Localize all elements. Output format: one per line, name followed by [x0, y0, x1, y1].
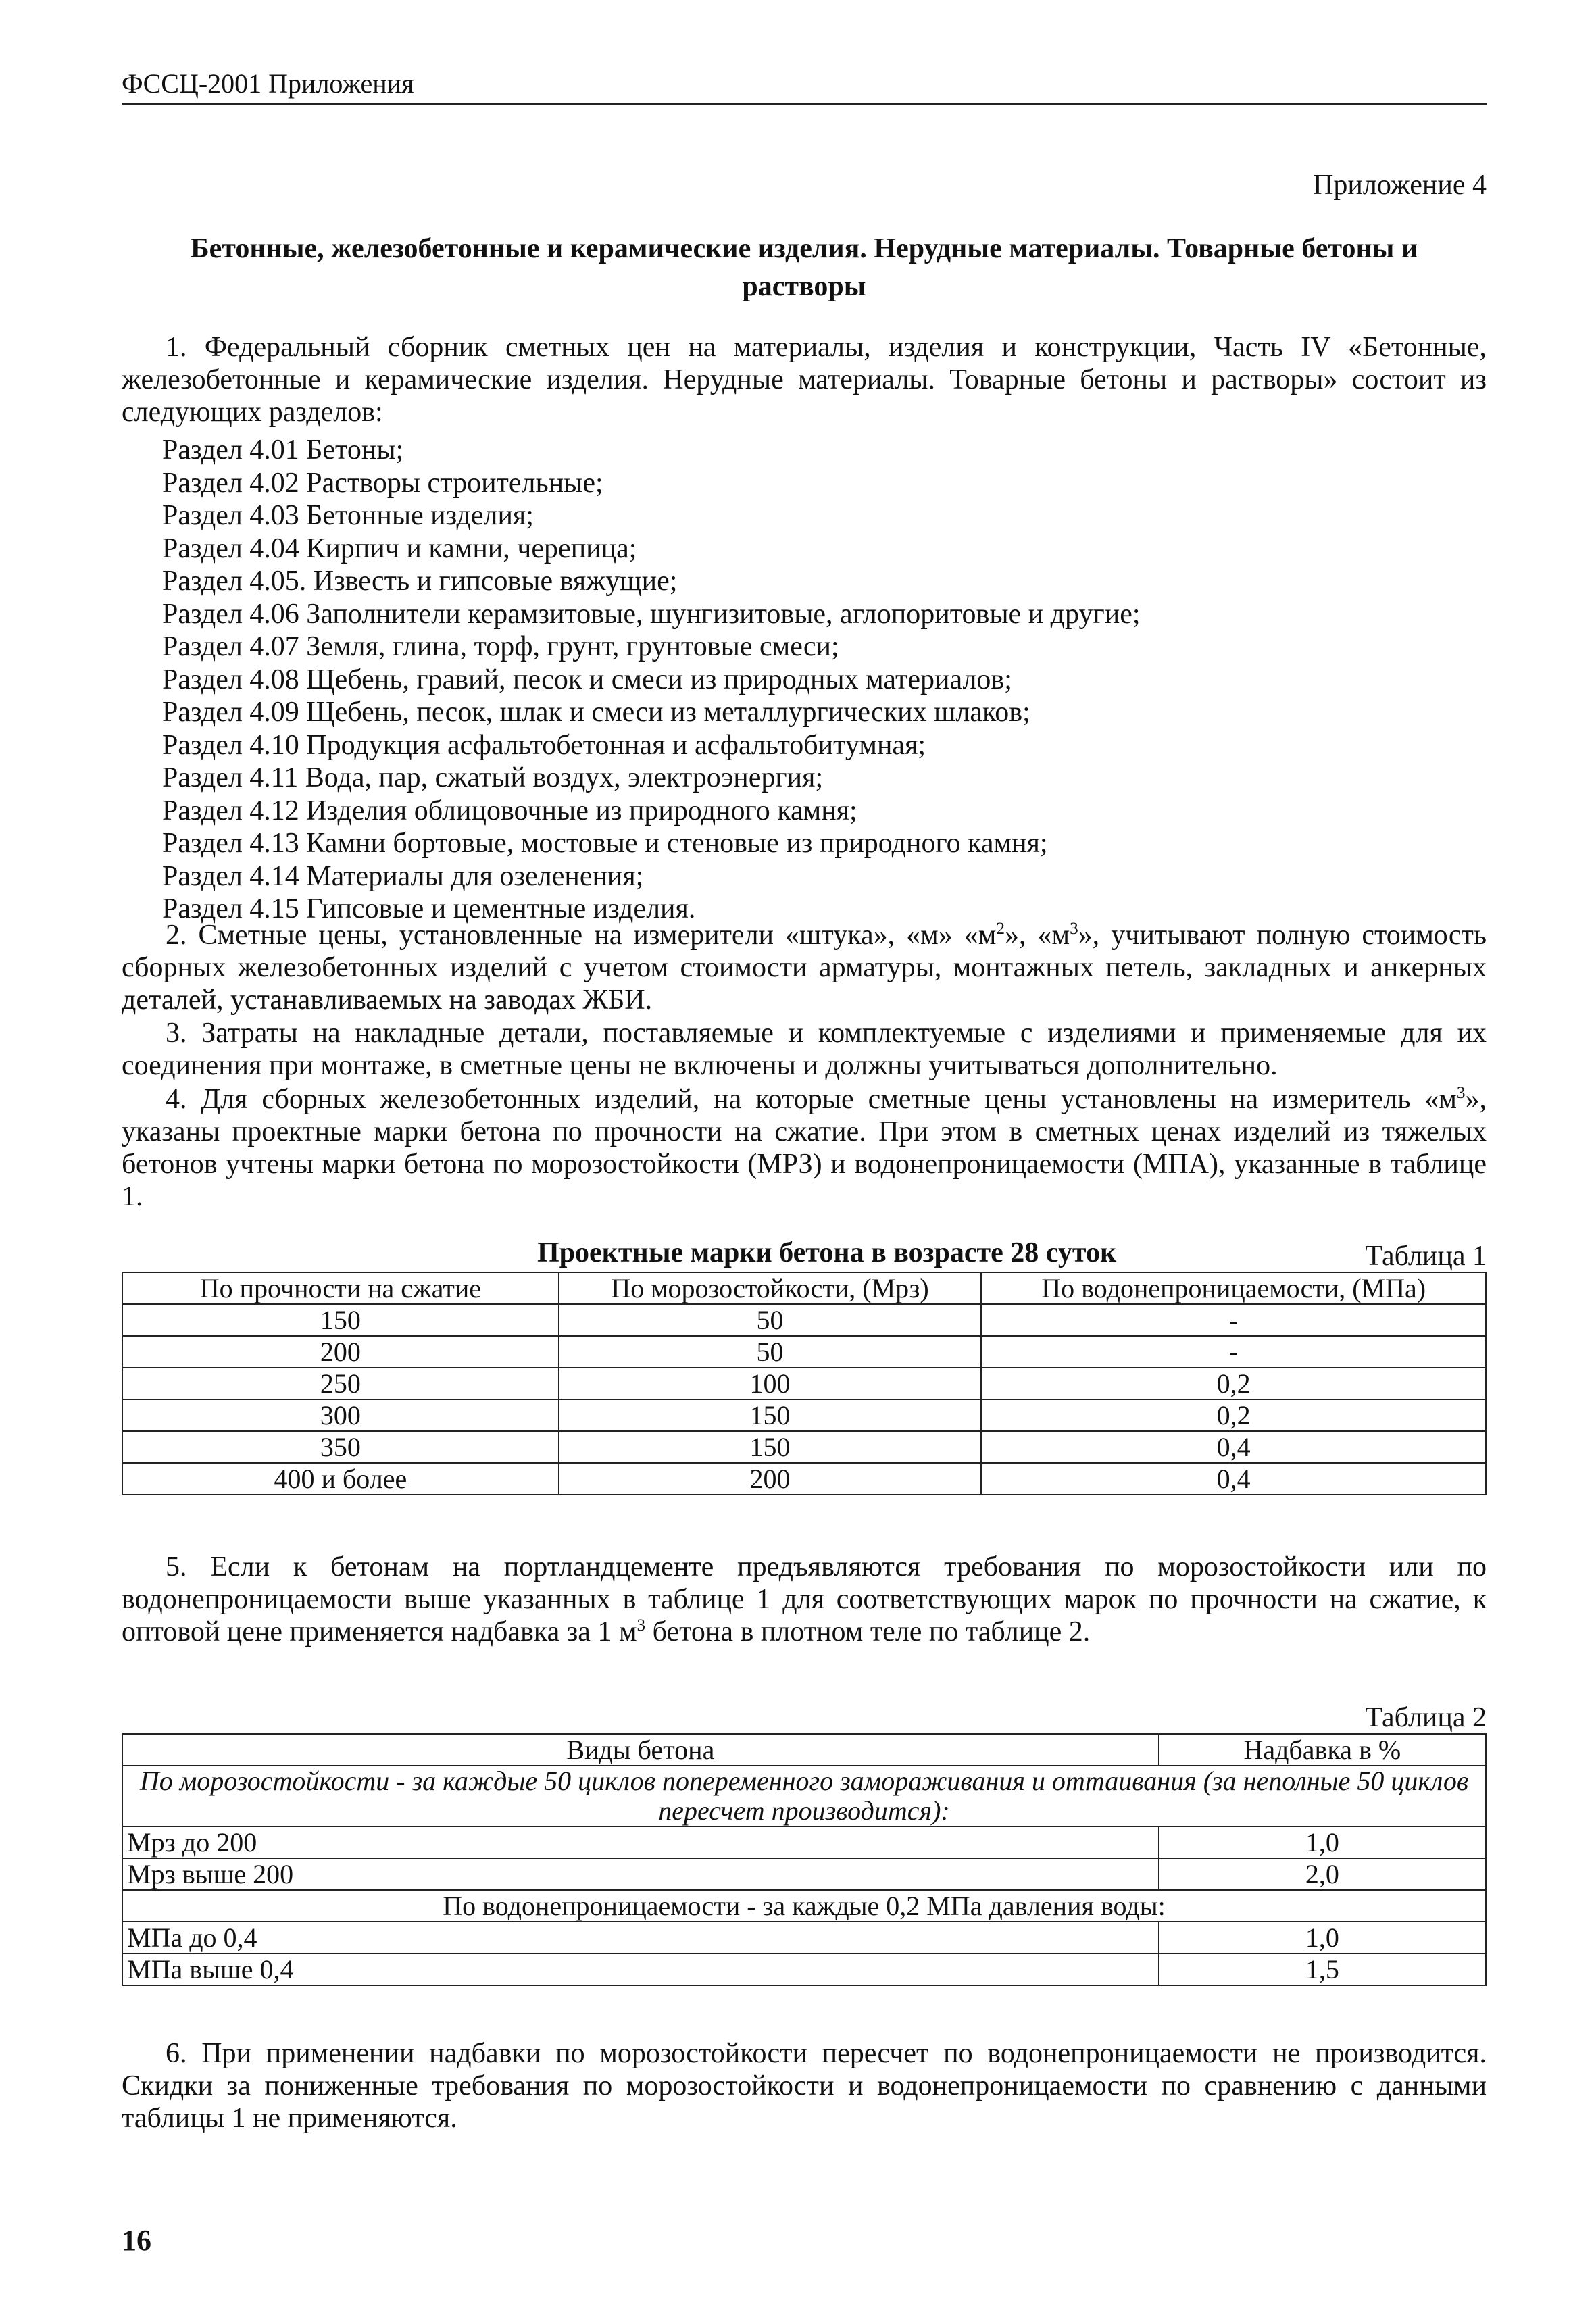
paragraph-1: 1. Федеральный сборник сметных цен на материалы, изделия и конструкции, Часть IV «Бетонные, железобетонные и керамические изделия. Нерудные материалы. Товарные бетоны и растворы» состоит из следующих разделов:	[122, 332, 1487, 428]
section-item: Раздел 4.07 Земля, глина, торф, грунт, грунтовые смеси;	[162, 631, 839, 662]
table-header-cell: По водонепроницаемости, (МПа)	[981, 1272, 1486, 1304]
table-cell: 1,0	[1159, 1922, 1486, 1953]
section-item: Раздел 4.14 Материалы для озеленения;	[162, 860, 644, 892]
table-cell: Мрз до 200	[122, 1826, 1159, 1858]
table-cell: 250	[122, 1368, 559, 1399]
table-cell: 150	[559, 1399, 982, 1431]
table-header-cell: Виды бетона	[122, 1734, 1159, 1766]
running-header: ФССЦ-2001 Приложения	[122, 68, 1487, 105]
document-title: Бетонные, железобетонные и керамические изделия. Нерудные материалы. Товарные бетоны и растворы	[190, 233, 1418, 302]
table-row	[122, 1953, 1486, 1985]
table-cell: МПа до 0,4	[122, 1922, 1159, 1953]
table-row	[122, 1858, 1486, 1890]
table-cell: 200	[122, 1336, 559, 1368]
table1-caption: Проектные марки бетона в возрасте 28 суток	[537, 1237, 1117, 1268]
table-cell: 1,0	[1159, 1826, 1486, 1858]
section-item: Раздел 4.11 Вода, пар, сжатый воздух, электроэнергия;	[162, 762, 824, 793]
table-row	[122, 1368, 1486, 1399]
paragraph-2: 2. Сметные цены, установленные на измерители «штука», «м» «$м^2$», «$м^3$», учитывают полную стоимость сборных железобетонных изделий с учетом стоимости арматуры, монтажных петель, закладных и анкерных деталей, устанавливаемых на заводах ЖБИ.	[122, 920, 1487, 1016]
table-cell: 400 и более	[122, 1463, 559, 1495]
section-item: Раздел 4.09 Щебень, песок, шлак и смеси из металлургических шлаков;	[162, 697, 1030, 728]
table-cell: -	[981, 1304, 1486, 1336]
table-cell: 50	[559, 1336, 982, 1368]
table-group-cell: По морозостойкости - за каждые 50 циклов попеременного замораживания и оттаивания (за неполные 50 циклов пересчет производится):	[122, 1766, 1486, 1826]
table-cell: 200	[559, 1463, 982, 1495]
table-group-cell: По водонепроницаемости - за каждые 0,2 МПа давления воды:	[122, 1890, 1486, 1922]
table-row	[122, 1922, 1486, 1953]
section-item: Раздел 4.04 Кирпич и камни, черепица;	[162, 532, 637, 564]
table-cell: 1,5	[1159, 1953, 1486, 1985]
table-cell: 350	[122, 1431, 559, 1463]
table-row	[122, 1431, 1486, 1463]
table-header-cell: По морозостойкости, (Мрз)	[559, 1272, 982, 1304]
table-cell: 100	[559, 1368, 982, 1399]
table-cell: 0,4	[981, 1431, 1486, 1463]
table-header-cell: Надбавка в %	[1159, 1734, 1486, 1766]
table-row	[122, 1826, 1486, 1858]
paragraph-3: 3. Затраты на накладные детали, поставляемые и комплектуемые с изделиями и применяемые для их соединения при монтаже, в сметные цены не включены и должны учитываться дополнительно.	[122, 1018, 1487, 1081]
table-row	[122, 1399, 1486, 1431]
table-cell: 150	[122, 1304, 559, 1336]
appendix-label: Приложение 4	[1313, 170, 1487, 201]
paragraph-5: 5. Если к бетонам на портландцементе предъявляются требования по морозостойкости или по водонепроницаемости выше указанных в таблице 1 для соответствующих марок по прочности на сжатие, к оптовой цене применяется надбавка за 1 $м^3$ бетона в плотном теле по таблице 2.	[122, 1551, 1487, 1647]
section-item: Раздел 4.12 Изделия облицовочные из природного камня;	[162, 795, 857, 826]
table-cell: 2,0	[1159, 1858, 1486, 1890]
table-cell: 50	[559, 1304, 982, 1336]
section-item: Раздел 4.13 Камни бортовые, мостовые и стеновые из природного камня;	[162, 828, 1048, 859]
section-item: Раздел 4.10 Продукция асфальтобетонная и асфальтобитумная;	[162, 729, 926, 761]
table-row	[122, 1336, 1486, 1368]
table-cell: -	[981, 1336, 1486, 1368]
table-group-row	[122, 1890, 1486, 1922]
table-cell: 0,4	[981, 1463, 1486, 1495]
table-row	[122, 1304, 1486, 1336]
section-item: Раздел 4.02 Растворы строительные;	[162, 467, 603, 499]
concrete-grades-table	[122, 1272, 1487, 1495]
section-item: Раздел 4.15 Гипсовые и цементные изделия.	[162, 893, 696, 924]
table-cell: 300	[122, 1399, 559, 1431]
paragraph-6: 6. При применении надбавки по морозостойкости пересчет по водонепроницаемости не производится. Скидки за пониженные требования по морозостойкости и водонепроницаемости по сравнению с данными таблицы 1 не применяются.	[122, 2038, 1487, 2134]
table-group-row	[122, 1766, 1486, 1826]
section-item: Раздел 4.08 Щебень, гравий, песок и смеси из природных материалов;	[162, 664, 1012, 695]
sections-list	[162, 434, 1141, 926]
table-header-row	[122, 1272, 1486, 1304]
table-cell: 0,2	[981, 1368, 1486, 1399]
table-header-cell: По прочности на сжатие	[122, 1272, 559, 1304]
paragraph-4: 4. Для сборных железобетонных изделий, на которые сметные цены установлены на измеритель «$м^3$», указаны проектные марки бетона по прочности на сжатие. При этом в сметных ценах изделий из тяжелых бетонов учтены марки бетона по морозостойкости (МРЗ) и водонепроницаемости (МПА), указанные в таблице 1.	[122, 1084, 1487, 1212]
section-item: Раздел 4.01 Бетоны;	[162, 434, 404, 466]
table-header-row	[122, 1734, 1486, 1766]
page-number: 16	[122, 2224, 151, 2257]
table-cell: Мрз выше 200	[122, 1858, 1159, 1890]
section-item: Раздел 4.03 Бетонные изделия;	[162, 500, 534, 531]
table1-label: Таблица 1	[1365, 1241, 1487, 1272]
section-item: Раздел 4.06 Заполнители керамзитовые, шунгизитовые, аглопоритовые и другие;	[162, 598, 1141, 630]
table-row	[122, 1463, 1486, 1495]
surcharge-table	[122, 1733, 1487, 1986]
table2-label: Таблица 2	[1365, 1702, 1487, 1733]
table-cell: 0,2	[981, 1399, 1486, 1431]
table-cell: МПа выше 0,4	[122, 1953, 1159, 1985]
section-item: Раздел 4.05. Известь и гипсовые вяжущие;	[162, 566, 678, 597]
table-cell: 150	[559, 1431, 982, 1463]
